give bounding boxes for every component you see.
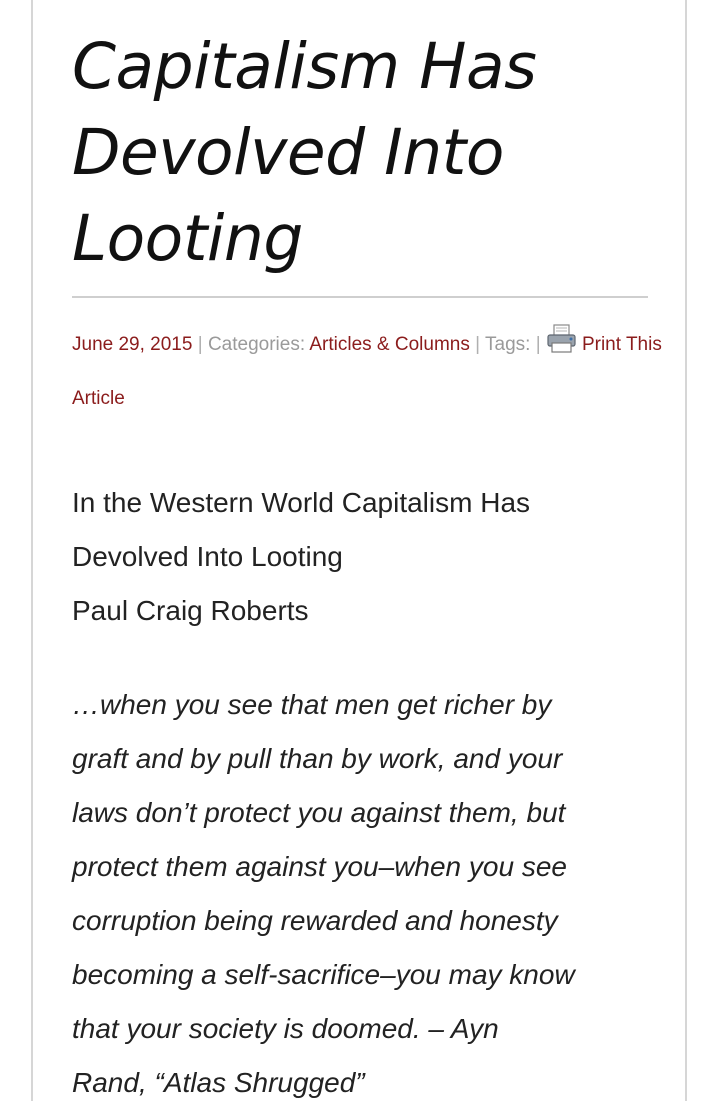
article-meta [72,318,662,426]
quote-line: protect them against you–when you see [72,851,567,882]
post-date-link[interactable]: June 29, 2015 [72,334,193,355]
categories-label: Categories: [207,334,306,355]
intro-line: Devolved Into Looting [72,541,343,572]
title-line: Looting [72,202,303,275]
epigraph-quote [72,678,652,1101]
title-divider [72,296,648,298]
article-intro [72,476,652,638]
article [72,24,662,1101]
quote-line: …when you see that men get richer by [72,689,552,720]
category-link[interactable]: Articles & Columns [309,334,470,355]
meta-separator: | [535,334,541,355]
quote-line: graft and by pull than by work, and your [72,743,563,774]
quote-line: becoming a self-sacrifice–you may know [72,959,575,990]
quote-line: Rand, “Atlas Shrugged” [72,1067,365,1098]
meta-separator: | [475,334,481,355]
tags-label: Tags: [485,334,531,355]
print-label: Print This Article [72,334,662,409]
title-line: Devolved Into [72,116,504,189]
author-name: Paul Craig Roberts [72,595,309,626]
quote-line: laws don’t protect you against them, but [72,797,566,828]
intro-line: In the Western World Capitalism Has [72,487,531,518]
quote-line: corruption being rewarded and honesty [72,905,558,936]
article-title [72,24,652,282]
printer-icon [546,324,578,354]
quote-line: that your society is doomed. – Ayn [72,1013,499,1044]
meta-separator: | [197,334,203,355]
title-line: Capitalism Has [72,30,537,103]
